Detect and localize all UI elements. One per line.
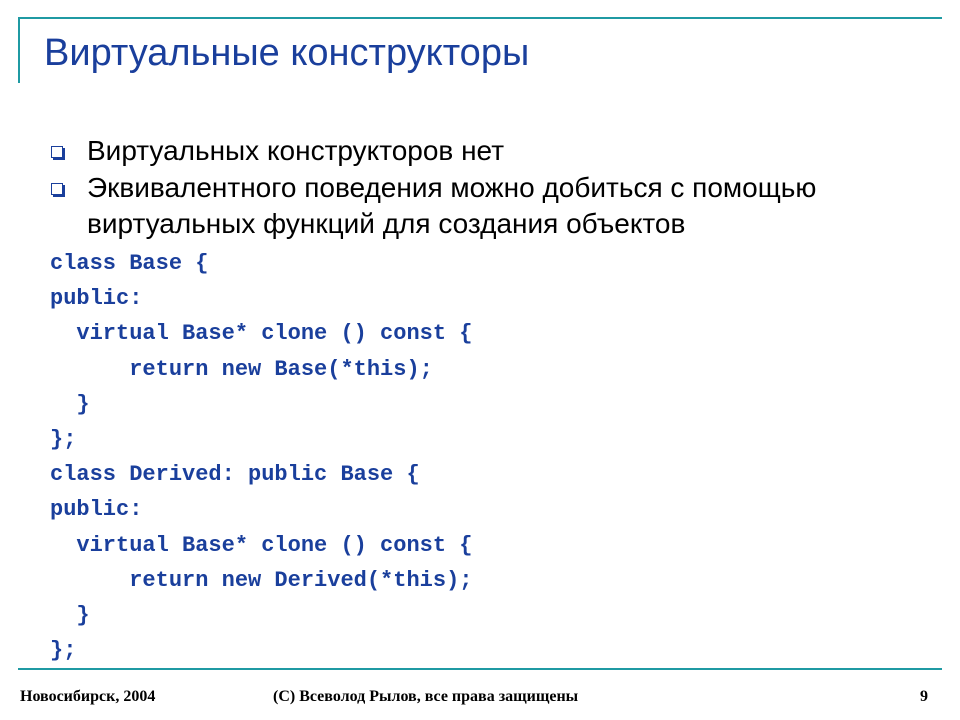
bullet-text: Виртуальных конструкторов нет	[87, 135, 505, 166]
square-bullet-icon	[51, 146, 63, 158]
code-line: };	[50, 426, 77, 452]
bullet-text: Эквивалентного поведения можно добиться с помощью виртуальных функций для создания объектов	[87, 172, 817, 239]
square-bullet-icon	[51, 183, 63, 195]
slide-title: Виртуальные конструкторы	[44, 32, 530, 74]
bottom-rule	[18, 668, 942, 670]
bullet-item-equivalent-behavior	[48, 170, 938, 242]
code-line: };	[50, 638, 77, 664]
footer-copyright: (C) Всеволод Рылов, все права защищены	[273, 688, 579, 705]
code-line: virtual Base* clone () const {	[50, 532, 473, 558]
page-number: 9	[920, 688, 928, 705]
code-line: public:	[50, 286, 143, 312]
code-line: return new Derived(*this);	[50, 567, 473, 593]
bullet-item-no-virtual-constructors	[48, 133, 938, 169]
code-line: return new Base(*this);	[50, 356, 433, 382]
code-line: }	[50, 602, 90, 628]
code-line: }	[50, 391, 90, 417]
code-line: public:	[50, 497, 143, 523]
bullet-list	[48, 133, 938, 243]
footer-location-year: Новосибирск, 2004	[20, 688, 156, 705]
code-line: virtual Base* clone () const {	[50, 321, 473, 347]
top-rule	[18, 17, 942, 19]
code-line: class Derived: public Base {	[50, 462, 420, 488]
left-rule	[18, 17, 20, 83]
code-block	[50, 246, 472, 668]
code-line: class Base {	[50, 251, 209, 276]
